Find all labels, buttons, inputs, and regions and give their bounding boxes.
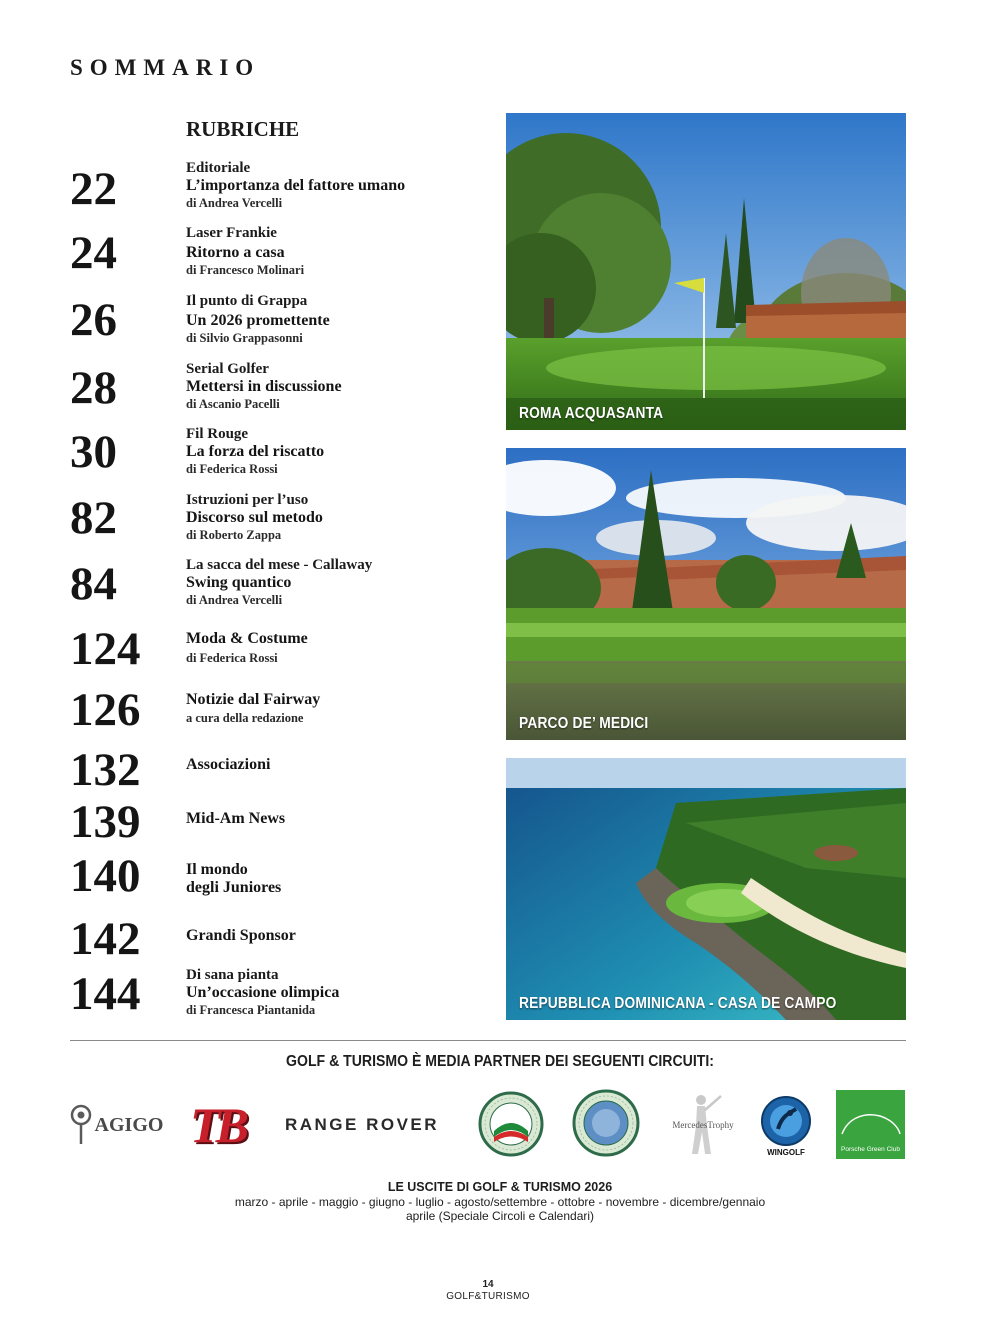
toc-page-number: 132 — [70, 744, 141, 796]
toc-author: di Andrea Vercelli — [186, 593, 283, 607]
leading-golf-courses-europe-logo[interactable] — [572, 1089, 640, 1157]
issues-months: marzo - aprile - maggio - giugno - luglio - agosto/settembre - ottobre - novembre - dicembre/gennaio — [234, 1195, 766, 1209]
toc-title: Un 2026 promettente — [186, 312, 330, 329]
toc-kicker: Serial Golfer — [186, 361, 269, 377]
toc-title: Mid-Am News — [186, 810, 286, 827]
toc-kicker: Editoriale — [186, 160, 251, 176]
toc-title: Un’occasione olimpica — [186, 984, 340, 1001]
toc-title: Mettersi in discussione — [186, 378, 342, 395]
photo-caption: PARCO DE’ MEDICI — [519, 715, 649, 732]
agigo-text: AGIGO — [94, 1113, 164, 1136]
page-title: SOMMARIO — [70, 55, 261, 80]
toc-kicker: Fil Rouge — [186, 426, 249, 442]
mercedes-trophy-logo[interactable] — [668, 1090, 738, 1160]
agigo-logo[interactable] — [68, 1103, 164, 1147]
golf-tee-icon — [69, 1104, 93, 1146]
toc-title: Swing quantico — [186, 574, 292, 591]
toc-page-number: 84 — [70, 558, 117, 610]
tb-text: TB — [190, 1097, 244, 1153]
range-rover-logo[interactable] — [262, 1112, 462, 1138]
toc-page-number: 82 — [70, 492, 117, 544]
toc-page-number: 22 — [70, 163, 117, 215]
toc-kicker: Laser Frankie — [186, 225, 277, 241]
toc-author: di Silvio Grappasonni — [186, 331, 303, 345]
toc-author: di Federica Rossi — [186, 462, 278, 476]
toc-title-line2: degli Juniores — [186, 879, 282, 896]
toc-page-number: 124 — [70, 623, 141, 675]
footer-magazine-name: GOLF&TURISMO — [446, 1291, 530, 1302]
toc-title: Ritorno a casa — [186, 244, 285, 261]
wingolf-globe-icon — [760, 1095, 812, 1147]
toc-title: Il mondo — [186, 861, 248, 878]
porsche-green-club-logo[interactable] — [836, 1090, 905, 1159]
toc-page-number: 30 — [70, 426, 117, 478]
photo-roma-acquasanta[interactable] — [506, 113, 906, 430]
golf-course-photo — [506, 448, 906, 740]
wingolf-logo[interactable] — [758, 1094, 814, 1158]
toc-page-number: 139 — [70, 796, 141, 848]
toc-page-number: 24 — [70, 227, 117, 279]
section-heading: RUBRICHE — [186, 117, 300, 141]
toc-page-number: 126 — [70, 684, 141, 736]
toc-title: Discorso sul metodo — [186, 509, 323, 526]
toc-author: di Andrea Vercelli — [186, 196, 283, 210]
tb-logo[interactable] — [186, 1094, 248, 1156]
footer-page-number: 14 — [482, 1279, 494, 1290]
photo-caption: REPUBBLICA DOMINICANA - CASA DE CAMPO — [519, 995, 837, 1012]
range-rover-text: RANGE ROVER — [284, 1115, 440, 1134]
toc-author: di Federica Rossi — [186, 651, 278, 665]
toc-author: di Francesca Piantanida — [186, 1003, 316, 1017]
toc-kicker: La sacca del mese - Callaway — [186, 557, 373, 573]
toc-author: di Francesco Molinari — [186, 263, 305, 277]
toc-page-number: 26 — [70, 294, 117, 346]
divider — [70, 1040, 906, 1041]
wingolf-text: WINGOLF — [767, 1148, 805, 1157]
toc-title: La forza del riscatto — [186, 443, 325, 460]
toc-author: a cura della redazione — [186, 711, 304, 725]
leading-golf-courses-badge-icon — [572, 1089, 640, 1157]
golf-course-photo — [506, 113, 906, 430]
toc-author: di Ascanio Pacelli — [186, 397, 280, 411]
toc-title: L’importanza del fattore umano — [186, 177, 406, 194]
partner-heading: GOLF & TURISMO È MEDIA PARTNER DEI SEGUENTI CIRCUITI: — [286, 1053, 714, 1070]
issues-schedule — [0, 1180, 1000, 1223]
porsche-green-club-text: Porsche Green Club — [841, 1146, 900, 1153]
issues-title: LE USCITE DI GOLF & TURISMO 2026 — [387, 1180, 613, 1194]
page-footer — [0, 1279, 976, 1303]
photo-parco-de-medici[interactable] — [506, 448, 906, 740]
photo-caption: ROMA ACQUASANTA — [519, 405, 664, 422]
toc-page-number: 144 — [70, 968, 141, 1020]
toc-author: di Roberto Zappa — [186, 528, 282, 542]
mercedes-trophy-text: MercedesTrophy — [672, 1120, 734, 1130]
leading-golf-courses-badge-icon — [478, 1091, 544, 1157]
toc-page-number: 142 — [70, 913, 141, 965]
toc-page-number: 140 — [70, 850, 141, 902]
toc-page-number: 28 — [70, 362, 117, 414]
toc-title: Notizie dal Fairway — [186, 691, 321, 708]
toc-kicker: Di sana pianta — [186, 967, 279, 983]
toc-kicker: Il punto di Grappa — [186, 293, 308, 309]
leading-golf-courses-italy-logo[interactable] — [478, 1091, 544, 1157]
toc-title: Grandi Sponsor — [186, 927, 296, 944]
toc-title: Moda & Costume — [186, 630, 308, 647]
toc-title: Associazioni — [186, 756, 271, 773]
issues-special: aprile (Speciale Circoli e Calendari) — [405, 1209, 595, 1223]
photo-casa-de-campo[interactable] — [506, 758, 906, 1020]
toc-kicker: Istruzioni per l’uso — [186, 492, 309, 508]
golf-course-photo — [506, 758, 906, 1020]
